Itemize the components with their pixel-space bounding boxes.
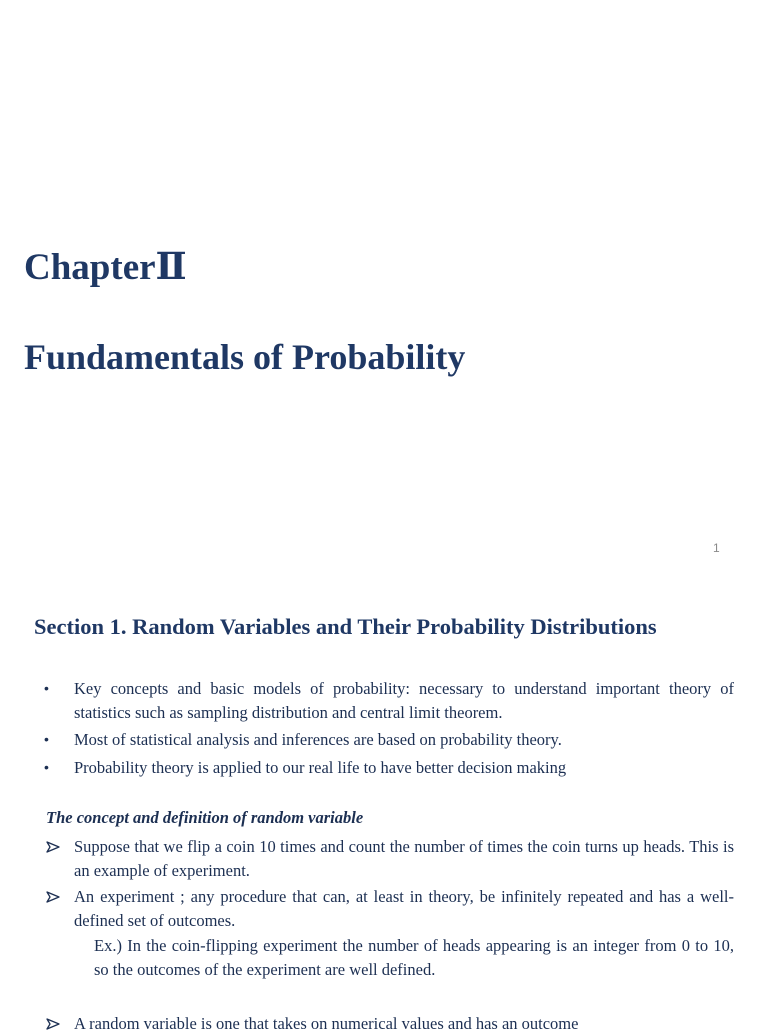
arrow-bullet-icon bbox=[46, 1018, 60, 1030]
chapter-title: ChapterⅡ bbox=[24, 247, 187, 288]
arrow-item bbox=[44, 885, 734, 932]
arrow-item-text: Suppose that we flip a coin 10 times and count the number of times the coin turns up heads. This is an example of experiment. bbox=[74, 837, 734, 880]
arrow-bullet-icon bbox=[46, 891, 60, 903]
chapter-subtitle: Fundamentals of Probability bbox=[24, 337, 466, 377]
bullet-text: Most of statistical analysis and inferences are based on probability theory. bbox=[74, 730, 562, 749]
arrow-bullet-icon bbox=[46, 841, 60, 853]
arrow-list bbox=[44, 835, 734, 935]
bullet-item bbox=[44, 756, 734, 780]
concept-heading: The concept and definition of random variable bbox=[46, 808, 364, 827]
section-slide bbox=[0, 600, 768, 1033]
bullet-dot-icon: • bbox=[44, 731, 49, 747]
bullet-dot-icon: • bbox=[44, 680, 49, 696]
bullet-text: Key concepts and basic models of probability: necessary to understand important theory of statistics such as sampling distribution and central limit theorem. bbox=[74, 679, 734, 722]
section-title: Section 1. Random Variables and Their Probability Distributions bbox=[34, 614, 657, 639]
bullet-list bbox=[44, 677, 734, 783]
arrow-item-text: An experiment ; any procedure that can, at least in theory, be infinitely repeated and has a well-defined set of outcomes. bbox=[74, 887, 734, 930]
cut-off-text: A random variable is one that takes on numerical values and has an outcome bbox=[74, 1014, 579, 1033]
bullet-dot-icon: • bbox=[44, 758, 49, 775]
arrow-item bbox=[44, 835, 734, 882]
example-text: Ex.) In the coin-flipping experiment the number of heads appearing is an integer from 0 to 10, so the outcomes of the experiment are well defined. bbox=[94, 936, 734, 979]
bullet-item bbox=[44, 728, 734, 752]
page-number: 1 bbox=[713, 541, 720, 555]
bullet-item bbox=[44, 677, 734, 724]
bullet-text: Probability theory is applied to our real life to have better decision making bbox=[74, 757, 567, 777]
